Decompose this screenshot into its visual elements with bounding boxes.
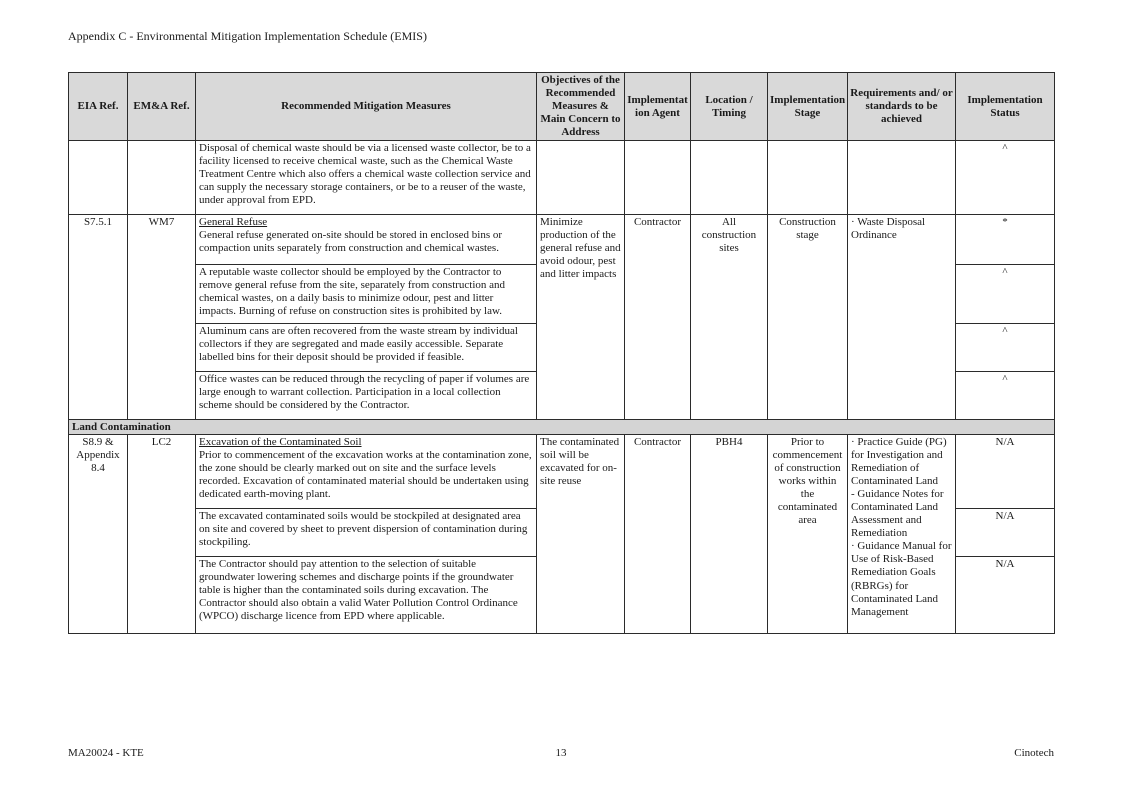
table-header-row [69,73,1055,141]
status-cell: ^ [956,372,1055,420]
col-header-measures: Recommended Mitigation Measures [196,73,537,141]
eia-ref-cell [69,141,128,215]
measure-cell: A reputable waste collector should be employed by the Contractor to remove general refuse from the site, separately from construction and chemical wastes, on a daily basis to minimize odour, pest and litter impacts. Burning of refuse on construction sites is prohibited by law. [196,265,537,324]
page-footer [68,747,1054,759]
requirement-item: · Waste Disposal Ordinance [851,216,926,242]
measure-cell: The excavated contaminated soils would be stockpiled at designated area on site and covered by sheet to prevent dispersion of contamination during stockpiling. [196,509,537,557]
ema-ref-cell: LC2 [128,435,196,634]
section-header-row [69,420,1055,435]
status-cell: ^ [956,324,1055,372]
footer-page-number: 13 [555,747,567,759]
measure-cell [196,435,537,509]
status-cell: N/A [956,557,1055,634]
measure-cell [196,215,537,265]
measure-cell: The Contractor should pay attention to the selection of suitable groundwater lowering schemes and discharge points if the groundwater table is higher than the contaminated soils during excavation. The Contractor should also obtain a valid Water Pollution Control Ordinance (WPCO) discharge licence from EPD where applicable. [196,557,537,634]
requirement-item: · Guidance Manual for Use of Risk-Based Remediation Goals (RBRGs) for Contaminated Land Management [851,540,952,618]
col-header-requirements: Requirements and/ or standards to be achieved [848,73,956,141]
measure-title: General Refuse [199,216,268,229]
page-title: Appendix C - Environmental Mitigation Implementation Schedule (EMIS) [68,29,427,43]
location-cell: PBH4 [691,435,768,634]
status-cell: N/A [956,435,1055,509]
section-header-label: Land Contamination [69,420,1055,435]
eia-ref-cell: S7.5.1 [69,215,128,420]
location-cell [691,141,768,215]
measure-text: General refuse generated on-site should be stored in enclosed bins or compaction units separately from construction and chemical wastes. [199,229,503,255]
measure-cell: Disposal of chemical waste should be via a licensed waste collector, be to a facility licensed to receive chemical waste, such as the Chemical Waste Treatment Centre which also offers a chemical waste collection service and can supply the necessary storage containers, or be to a reuser of the waste, under approval from EPD. [196,141,537,215]
col-header-location: Location / Timing [691,73,768,141]
objectives-cell [537,141,625,215]
requirements-cell [848,141,956,215]
requirements-cell [848,435,956,634]
eia-ref-cell: S8.9 & Appendix 8.4 [69,435,128,634]
col-header-status: Implementation Status [956,73,1055,141]
table-row-excavation [69,435,1055,509]
agent-cell: Contractor [625,215,691,420]
footer-document-ref: MA20024 - KTE [68,747,144,759]
ema-ref-cell: WM7 [128,215,196,420]
requirements-cell [848,215,956,420]
measure-text: Prior to commencement of the excavation works at the contamination zone, the zone should be clearly marked out on site and the surface levels recorded. Excavation of contaminated material should be undertaken using dedicated earth-moving plant. [199,449,532,501]
table-row-carryover [69,141,1055,215]
ema-ref-cell [128,141,196,215]
footer-company-name: Cinotech [1014,747,1054,759]
measure-title: Excavation of the Contaminated Soil [199,436,362,449]
requirement-item: · Practice Guide (PG) for Investigation and Remediation of Contaminated Land [851,436,947,488]
measure-cell: Office wastes can be reduced through the recycling of paper if volumes are large enough to warrant collection. Participation in a local collection scheme should be considered by the Contractor. [196,372,537,420]
col-header-stage: Implementation Stage [768,73,848,141]
measure-cell: Aluminum cans are often recovered from the waste stream by individual collectors if they are segregated and made easily accessible. Separate labelled bins for their deposit should be provided if feasible. [196,324,537,372]
stage-cell: Prior to commencement of construction works within the contaminated area [768,435,848,634]
status-cell: N/A [956,509,1055,557]
table-row-general-refuse [69,215,1055,265]
objectives-cell: The contaminated soil will be excavated for on-site reuse [537,435,625,634]
objectives-cell: Minimize production of the general refuse and avoid odour, pest and litter impacts [537,215,625,420]
agent-cell [625,141,691,215]
stage-cell [768,141,848,215]
status-cell: ^ [956,265,1055,324]
status-cell: ^ [956,141,1055,215]
stage-cell: Construction stage [768,215,848,420]
status-cell: * [956,215,1055,265]
col-header-ema-ref: EM&A Ref. [128,73,196,141]
location-cell: All construction sites [691,215,768,420]
requirement-item: - Guidance Notes for Contaminated Land Assessment and Remediation [851,488,944,540]
agent-cell: Contractor [625,435,691,634]
col-header-objectives: Objectives of the Recommended Measures & Main Concern to Address [537,73,625,141]
col-header-eia-ref: EIA Ref. [69,73,128,141]
col-header-agent: Implementation Agent [625,73,691,141]
emis-table [68,72,1055,634]
